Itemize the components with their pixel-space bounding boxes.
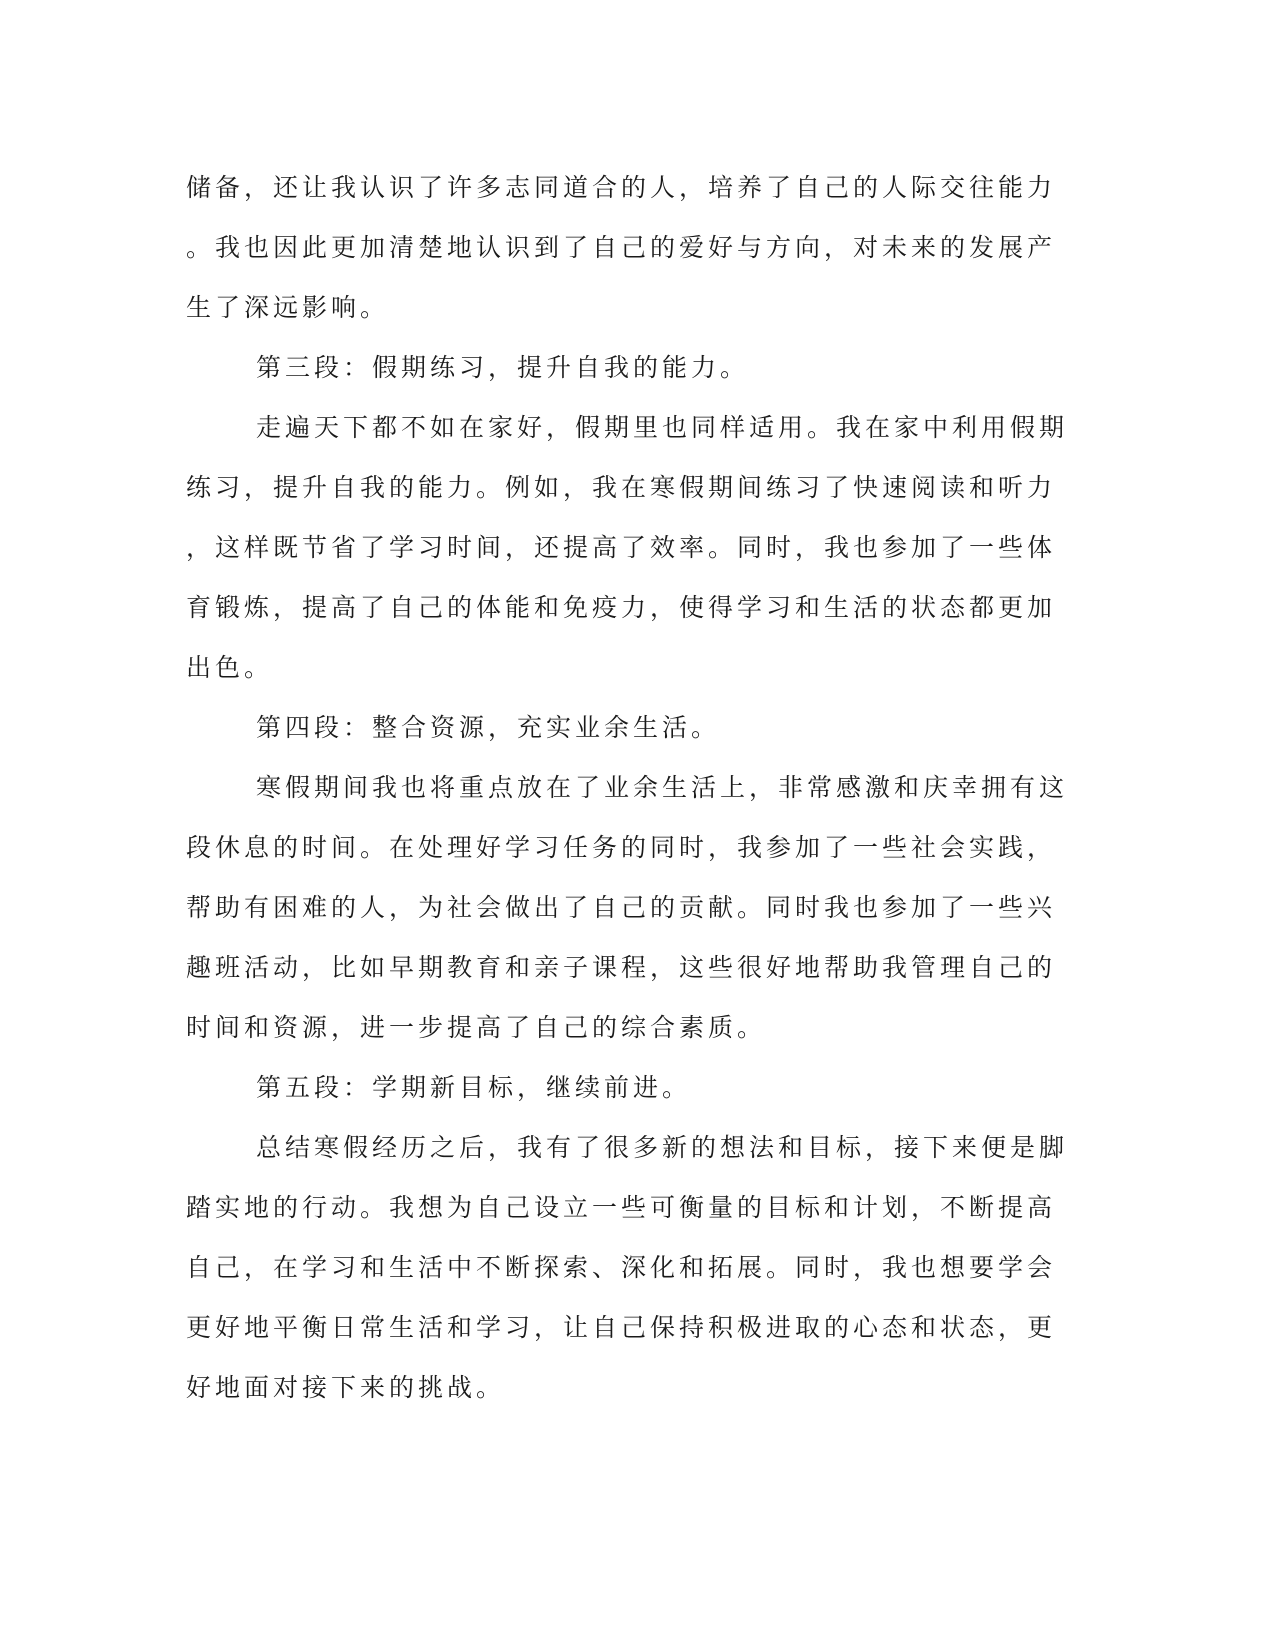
text-line: 自己，在学习和生活中不断探索、深化和拓展。同时，我也想要学会 — [186, 1253, 1057, 1282]
section-heading: 第四段：整合资源，充实业余生活。 — [256, 713, 721, 742]
text-line: 走遍天下都不如在家好，假期里也同样适用。我在家中利用假期 — [256, 413, 1069, 442]
text-line: 好地面对接下来的挑战。 — [186, 1373, 506, 1402]
section-heading: 第三段：假期练习，提升自我的能力。 — [256, 353, 750, 382]
text-line: 更好地平衡日常生活和学习，让自己保持积极进取的心态和状态，更 — [186, 1313, 1057, 1342]
text-line: 趣班活动，比如早期教育和亲子课程，这些很好地帮助我管理自己的 — [186, 953, 1057, 982]
text-line: 出色。 — [186, 653, 274, 682]
text-line: 育锻炼，提高了自己的体能和免疫力，使得学习和生活的状态都更加 — [186, 593, 1057, 622]
text-line: 踏实地的行动。我想为自己设立一些可衡量的目标和计划，不断提高 — [186, 1193, 1057, 1222]
text-line: 练习，提升自我的能力。例如，我在寒假期间练习了快速阅读和听力 — [186, 473, 1057, 502]
text-line: ，这样既节省了学习时间，还提高了效率。同时，我也参加了一些体 — [186, 533, 1057, 562]
text-line: 帮助有困难的人，为社会做出了自己的贡献。同时我也参加了一些兴 — [186, 893, 1057, 922]
text-line: 。我也因此更加清楚地认识到了自己的爱好与方向，对未来的发展产 — [186, 233, 1057, 262]
text-line: 储备，还让我认识了许多志同道合的人，培养了自己的人际交往能力 — [186, 173, 1057, 202]
text-line: 总结寒假经历之后，我有了很多新的想法和目标，接下来便是脚 — [256, 1133, 1069, 1162]
text-line: 寒假期间我也将重点放在了业余生活上，非常感激和庆幸拥有这 — [256, 773, 1069, 802]
text-line: 段休息的时间。在处理好学习任务的同时，我参加了一些社会实践， — [186, 833, 1057, 862]
text-line: 时间和资源，进一步提高了自己的综合素质。 — [186, 1013, 767, 1042]
section-heading: 第五段：学期新目标，继续前进。 — [256, 1073, 692, 1102]
text-line: 生了深远影响。 — [186, 293, 390, 322]
document-body — [186, 158, 1069, 1418]
